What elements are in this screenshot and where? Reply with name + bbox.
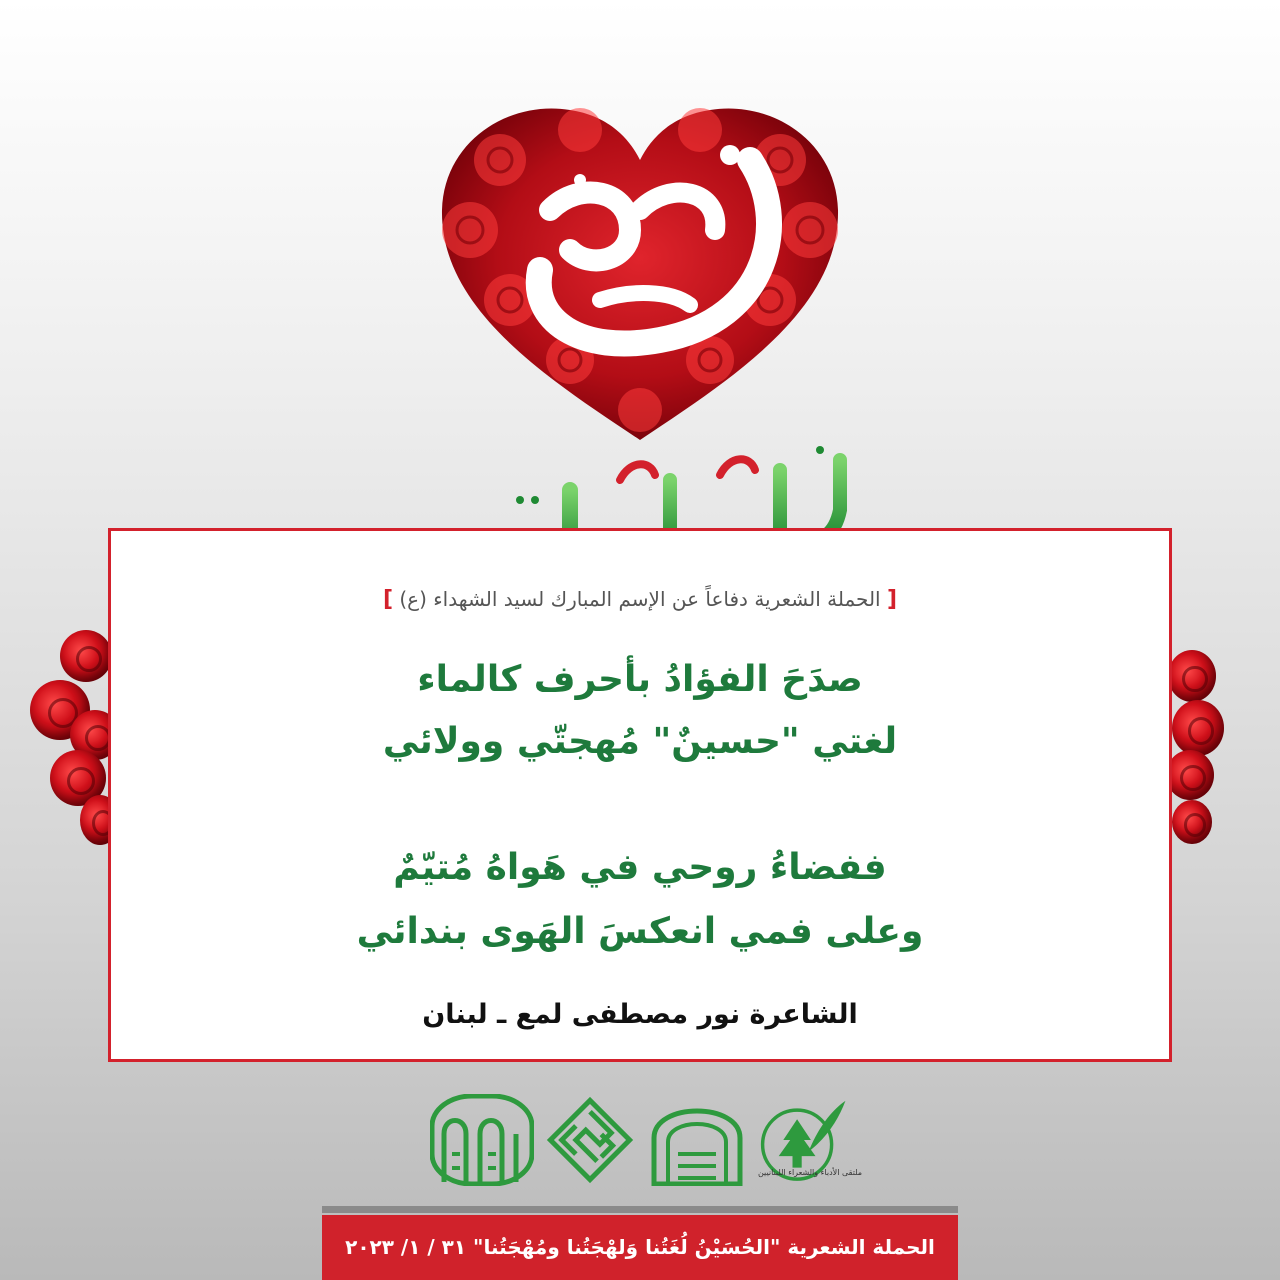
footer-banner: الحملة الشعرية "الحُسَيْنُ لُغَتُنا وَلهْجَتُنا ومُهْجَتُنا" ٣١ / ١/ ٢٠٢٣: [322, 1215, 958, 1280]
organizer-label: ملتقى الأدباء والشعراء اللبنانيين: [757, 1168, 863, 1177]
campaign-subtitle-text: الحملة الشعرية دفاعاً عن الإسم المبارك لسيد الشهداء (ع): [399, 587, 881, 611]
bracket-open: [: [886, 587, 898, 612]
verse-line-1: صدَحَ الفؤادُ بأحرف كالماء: [417, 659, 863, 700]
right-roses-decoration: [1172, 640, 1280, 860]
campaign-subtitle: [111, 587, 1169, 612]
poem-card: [108, 528, 1172, 1062]
arch-logo-2: [650, 1094, 744, 1186]
heart-rose-emblem: [430, 100, 850, 450]
verse-line-4: وعلى فمي انعكسَ الهَوى بندائي: [356, 911, 924, 952]
verse-line-2: لغتي "حسينٌ" مُهجتّي وولائي: [382, 721, 898, 762]
arch-logo-1: [430, 1094, 534, 1186]
verse-line-3: ففضاءُ روحي في هَواهُ مُتيّمٌ: [393, 847, 887, 888]
poet-credit: الشاعرة نور مصطفى لمع ـ لبنان: [422, 999, 858, 1030]
kufic-square-logo: [546, 1094, 634, 1186]
left-roses-decoration: [0, 620, 108, 860]
footer-divider: [322, 1206, 958, 1213]
bracket-close: ]: [382, 587, 394, 612]
